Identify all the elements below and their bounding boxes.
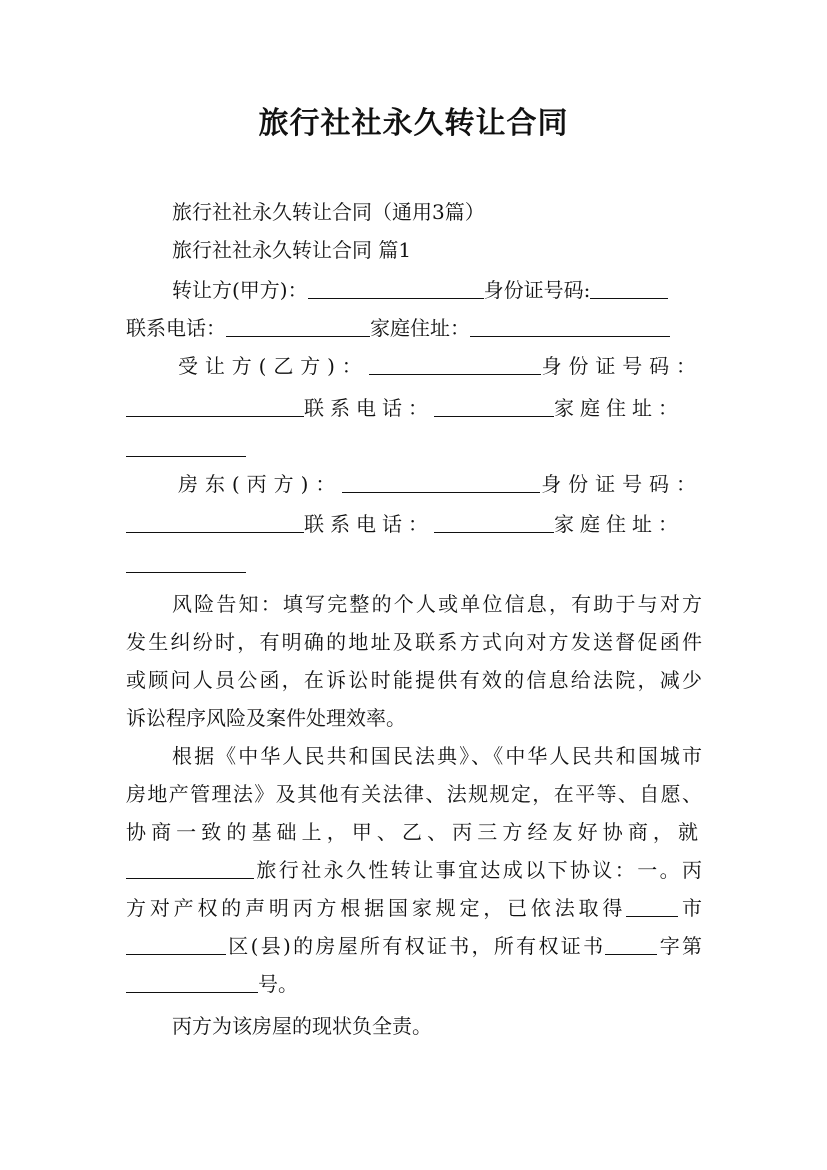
party-c-address-blank[interactable] (126, 552, 246, 573)
basis-line (126, 970, 702, 998)
party-c-name-blank[interactable] (342, 472, 540, 493)
party-a-line-2 (126, 314, 702, 342)
basis-text: 区(县)的房屋所有权证书，所有权证书 (226, 934, 606, 958)
basis-line: 根据《中华人民共和国民法典》、《中华人民共和国城市 (172, 744, 702, 768)
final-statement: 丙方为该房屋的现状负全责。 (172, 1014, 432, 1038)
party-a-phone-blank[interactable] (226, 316, 370, 337)
basis-line (126, 894, 702, 922)
certificate-prefix-blank[interactable] (605, 934, 657, 955)
party-a-phone-label: 联系电话： (126, 316, 226, 340)
party-b-phone-blank[interactable] (434, 396, 554, 417)
party-b-address-label: 家庭住址： (554, 396, 684, 420)
section-heading: 旅行社社永久转让合同 篇1 (172, 238, 412, 262)
risk-notice-line: 风险告知：填写完整的个人或单位信息，有助于与对方 (172, 592, 702, 616)
risk-notice-line: 或顾问人员公函，在诉讼时能提供有效的信息给法院，减少 (126, 668, 702, 692)
party-b-address-blank[interactable] (126, 436, 246, 457)
document-subtitle: 旅行社社永久转让合同（通用3篇） (172, 200, 485, 224)
basis-line: 协商一致的基础上，甲、乙、丙三方经友好协商，就 (126, 820, 702, 844)
party-b-line-1 (178, 352, 702, 380)
document-title: 旅行社社永久转让合同 (258, 106, 569, 141)
party-c-label: 房东(丙方)： (178, 472, 343, 496)
party-b-id-label: 身份证号码： (540, 354, 702, 378)
basis-text: 号。 (258, 972, 298, 996)
basis-text: 旅行社永久性转让事宜达成以下协议：一。丙 (254, 858, 702, 882)
risk-notice-line: 诉讼程序风险及案件处理效率。 (126, 706, 406, 730)
party-b-label: 受让方(乙方)： (178, 354, 369, 378)
party-c-line-2 (126, 510, 702, 538)
party-b-phone-label: 联系电话： (304, 396, 434, 420)
district-blank[interactable] (126, 934, 226, 955)
party-c-line-3 (126, 550, 702, 578)
certificate-number-blank[interactable] (126, 972, 258, 993)
party-b-line-2 (126, 394, 702, 422)
basis-text: 市 (678, 896, 703, 920)
basis-line: 房地产管理法》及其他有关法律、法规规定，在平等、自愿、 (126, 782, 702, 806)
basis-text: 方对产权的声明丙方根据国家规定，已依法取得 (126, 896, 627, 920)
party-a-label: 转让方(甲方)： (172, 278, 308, 302)
party-b-name-blank[interactable] (369, 354, 541, 375)
basis-line (126, 932, 702, 960)
party-a-id-label: 身份证号码: (483, 278, 591, 302)
party-c-line-1 (178, 470, 702, 498)
party-a-line-1 (172, 276, 702, 304)
party-a-address-blank[interactable] (470, 316, 670, 337)
business-name-blank[interactable] (126, 858, 254, 879)
party-c-phone-label: 联系电话： (304, 512, 434, 536)
party-c-phone-blank[interactable] (434, 512, 554, 533)
party-b-id-blank[interactable] (126, 396, 304, 417)
party-a-id-blank[interactable] (590, 278, 668, 299)
party-c-id-label: 身份证号码： (540, 472, 702, 496)
party-b-line-3 (126, 434, 702, 462)
party-c-id-blank[interactable] (126, 512, 304, 533)
party-a-name-blank[interactable] (308, 278, 484, 299)
city-blank[interactable] (626, 896, 678, 917)
basis-line (126, 856, 702, 884)
basis-text: 字第 (657, 934, 702, 958)
risk-notice-line: 发生纠纷时，有明确的地址及联系方式向对方发送督促函件 (126, 630, 702, 654)
party-a-address-label: 家庭住址： (370, 316, 470, 340)
party-c-address-label: 家庭住址： (554, 512, 684, 536)
